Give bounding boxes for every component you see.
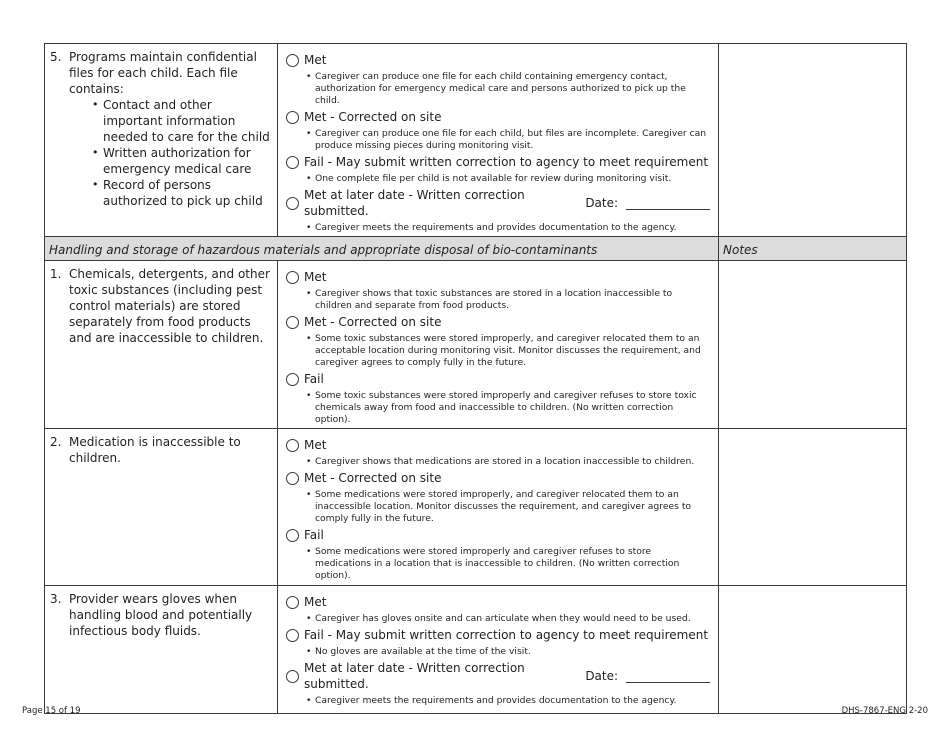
radio-button[interactable] <box>286 156 299 169</box>
option-met-corrected[interactable] <box>286 109 710 125</box>
radio-button[interactable] <box>286 197 299 210</box>
option-label: Met <box>304 438 327 452</box>
form-id: DHS-7867-ENG 2-20 <box>841 706 928 716</box>
option-description: • Some toxic substances were stored improperly and caregiver refuses to store toxic chemicals away from food and inaccessible to children. (No written correction option). <box>315 390 710 426</box>
options-cell <box>278 586 719 714</box>
option-label: Fail - May submit written correction to agency to meet requirement <box>304 628 709 642</box>
requirement-number: 2. <box>50 435 62 449</box>
option-label: Met <box>304 53 327 67</box>
requirement-number: 1. <box>50 267 62 281</box>
option-label: Met <box>304 270 327 284</box>
option-description: • Caregiver shows that toxic substances are stored in a location inaccessible to children and separate from food products. <box>315 288 710 312</box>
radio-button[interactable] <box>286 316 299 329</box>
checklist-table <box>44 43 907 714</box>
option-description: • Caregiver can produce one file for each child containing emergency contact, authorization for emergency medical care and persons authorized to pick up the child. <box>315 71 710 107</box>
option-met-later[interactable] <box>286 187 710 219</box>
radio-button[interactable] <box>286 111 299 124</box>
options-cell <box>278 261 719 429</box>
option-description: • Some toxic substances were stored improperly, and caregiver relocated them to an acceptable location during monitoring visit. Monitor discusses the requirement, and caregiver agrees to comply fully in the future. <box>315 333 710 369</box>
option-description: • Caregiver meets the requirements and provides documentation to the agency. <box>315 222 710 234</box>
radio-button[interactable] <box>286 629 299 642</box>
requirement-text: Chemicals, detergents, and other toxic substances (including pest control materials) are stored separately from food products and are inaccessible to children. <box>69 267 270 345</box>
option-description: • No gloves are available at the time of the visit. <box>315 646 710 658</box>
notes-cell[interactable] <box>719 44 907 237</box>
option-label: Fail - May submit written correction to agency to meet requirement <box>304 155 709 169</box>
section-header-row <box>45 237 907 261</box>
date-field[interactable] <box>626 196 710 210</box>
radio-button[interactable] <box>286 439 299 452</box>
radio-button[interactable] <box>286 271 299 284</box>
option-label: Met at later date - Written correction submitted. <box>304 188 525 218</box>
option-description: • Caregiver shows that medications are stored in a location inaccessible to children. <box>315 456 710 468</box>
radio-button[interactable] <box>286 54 299 67</box>
requirement-row-1 <box>45 261 907 429</box>
options-cell <box>278 44 719 237</box>
date-label: Date: <box>585 669 619 683</box>
options-cell <box>278 429 719 586</box>
option-met[interactable] <box>286 594 710 610</box>
option-fail[interactable] <box>286 627 710 643</box>
date-field[interactable] <box>626 669 710 683</box>
option-description: • Caregiver can produce one file for each child, but files are incomplete. Caregiver can produce missing pieces during monitoring visit. <box>315 128 710 152</box>
requirement-bullets <box>69 97 271 209</box>
option-met[interactable] <box>286 52 710 68</box>
option-label: Met - Corrected on site <box>304 471 442 485</box>
option-met-later[interactable] <box>286 660 710 692</box>
option-description: • Caregiver meets the requirements and provides documentation to the agency. <box>315 695 710 707</box>
option-description: • Caregiver has gloves onsite and can articulate when they would need to be used. <box>315 613 710 625</box>
option-fail[interactable] <box>286 527 710 543</box>
requirement-row-2 <box>45 429 907 586</box>
notes-header: Notes <box>719 237 907 261</box>
option-label: Fail <box>304 372 324 386</box>
requirement-bullet: • Record of persons authorized to pick up child <box>103 177 271 209</box>
radio-button[interactable] <box>286 529 299 542</box>
option-label: Met at later date - Written correction submitted. <box>304 661 525 691</box>
requirement-bullet: • Contact and other important information needed to care for the child <box>103 97 271 145</box>
option-met-corrected[interactable] <box>286 314 710 330</box>
option-fail[interactable] <box>286 154 710 170</box>
option-label: Met <box>304 595 327 609</box>
section-title: Handling and storage of hazardous materials and appropriate disposal of bio-contaminants <box>45 237 719 261</box>
requirement-number: 5. <box>50 50 62 64</box>
option-met[interactable] <box>286 437 710 453</box>
notes-cell[interactable] <box>719 586 907 714</box>
notes-cell[interactable] <box>719 429 907 586</box>
requirement-cell <box>45 44 278 237</box>
option-fail[interactable] <box>286 371 710 387</box>
option-description: • Some medications were stored improperly, and caregiver relocated them to an inaccessible location. Monitor discusses the requirement, and caregiver agrees to comply fully in the future. <box>315 489 710 525</box>
requirement-row-3 <box>45 586 907 714</box>
page-number: Page 15 of 19 <box>22 706 81 716</box>
option-label: Met - Corrected on site <box>304 110 442 124</box>
requirement-cell <box>45 261 278 429</box>
requirement-bullet: • Written authorization for emergency medical care <box>103 145 271 177</box>
option-label: Fail <box>304 528 324 542</box>
requirement-number: 3. <box>50 592 62 606</box>
requirement-text: Provider wears gloves when handling blood and potentially infectious body fluids. <box>69 592 253 638</box>
notes-cell[interactable] <box>719 261 907 429</box>
requirement-row-5 <box>45 44 907 237</box>
date-label: Date: <box>585 196 619 210</box>
option-met[interactable] <box>286 269 710 285</box>
option-description: • One complete file per child is not available for review during monitoring visit. <box>315 173 710 185</box>
requirement-text: Medication is inaccessible to children. <box>69 435 241 465</box>
requirement-cell <box>45 586 278 714</box>
option-met-corrected[interactable] <box>286 470 710 486</box>
radio-button[interactable] <box>286 596 299 609</box>
radio-button[interactable] <box>286 670 299 683</box>
option-description: • Some medications were stored improperly and caregiver refuses to store medications in a location that is inaccessible to children. (No written correction option). <box>315 546 710 582</box>
radio-button[interactable] <box>286 373 299 386</box>
option-label: Met - Corrected on site <box>304 315 442 329</box>
requirement-cell <box>45 429 278 586</box>
requirement-text: Programs maintain confidential files for each child. Each file contains: <box>69 50 257 96</box>
radio-button[interactable] <box>286 472 299 485</box>
